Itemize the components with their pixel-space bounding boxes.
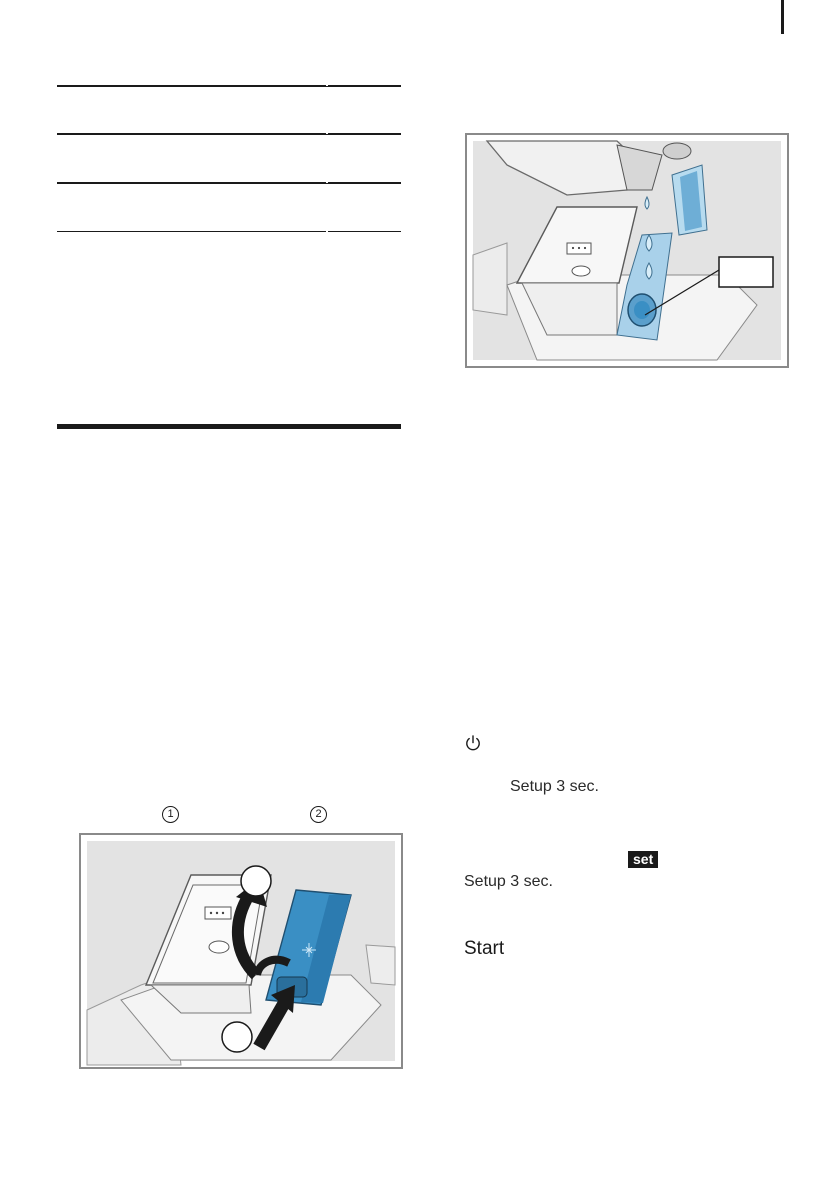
rinse-aid-fill-illustration <box>467 135 787 366</box>
table-column-gap-1 <box>326 85 328 86</box>
section-heading-rule <box>57 424 401 429</box>
callout-circle-b <box>222 1022 252 1052</box>
dispenser-open-illustration <box>81 835 401 1067</box>
figure-fill-rinse-aid <box>465 133 789 368</box>
power-icon <box>464 734 482 752</box>
callout-circle-a <box>241 866 271 896</box>
display-setup-text-2: Setup 3 sec. <box>464 873 553 890</box>
table-column-gap-4 <box>326 231 328 232</box>
display-set-badge: set <box>628 851 658 868</box>
table-column-gap-2 <box>326 133 328 134</box>
table-rule-2 <box>57 133 401 135</box>
display-setup-text: Setup 3 sec. <box>510 778 599 795</box>
callout-number-2: 2 <box>310 806 327 823</box>
table-rule-3 <box>57 182 401 184</box>
page-edge-marker <box>781 0 784 34</box>
callout-number-1: 1 <box>162 806 179 823</box>
callout-box <box>719 257 773 287</box>
start-button-label: Start <box>464 938 505 959</box>
table-column-gap-3 <box>326 182 328 183</box>
table-rule-4 <box>57 231 401 232</box>
table-rule-1 <box>57 85 401 87</box>
figure-open-dispenser <box>79 833 403 1069</box>
